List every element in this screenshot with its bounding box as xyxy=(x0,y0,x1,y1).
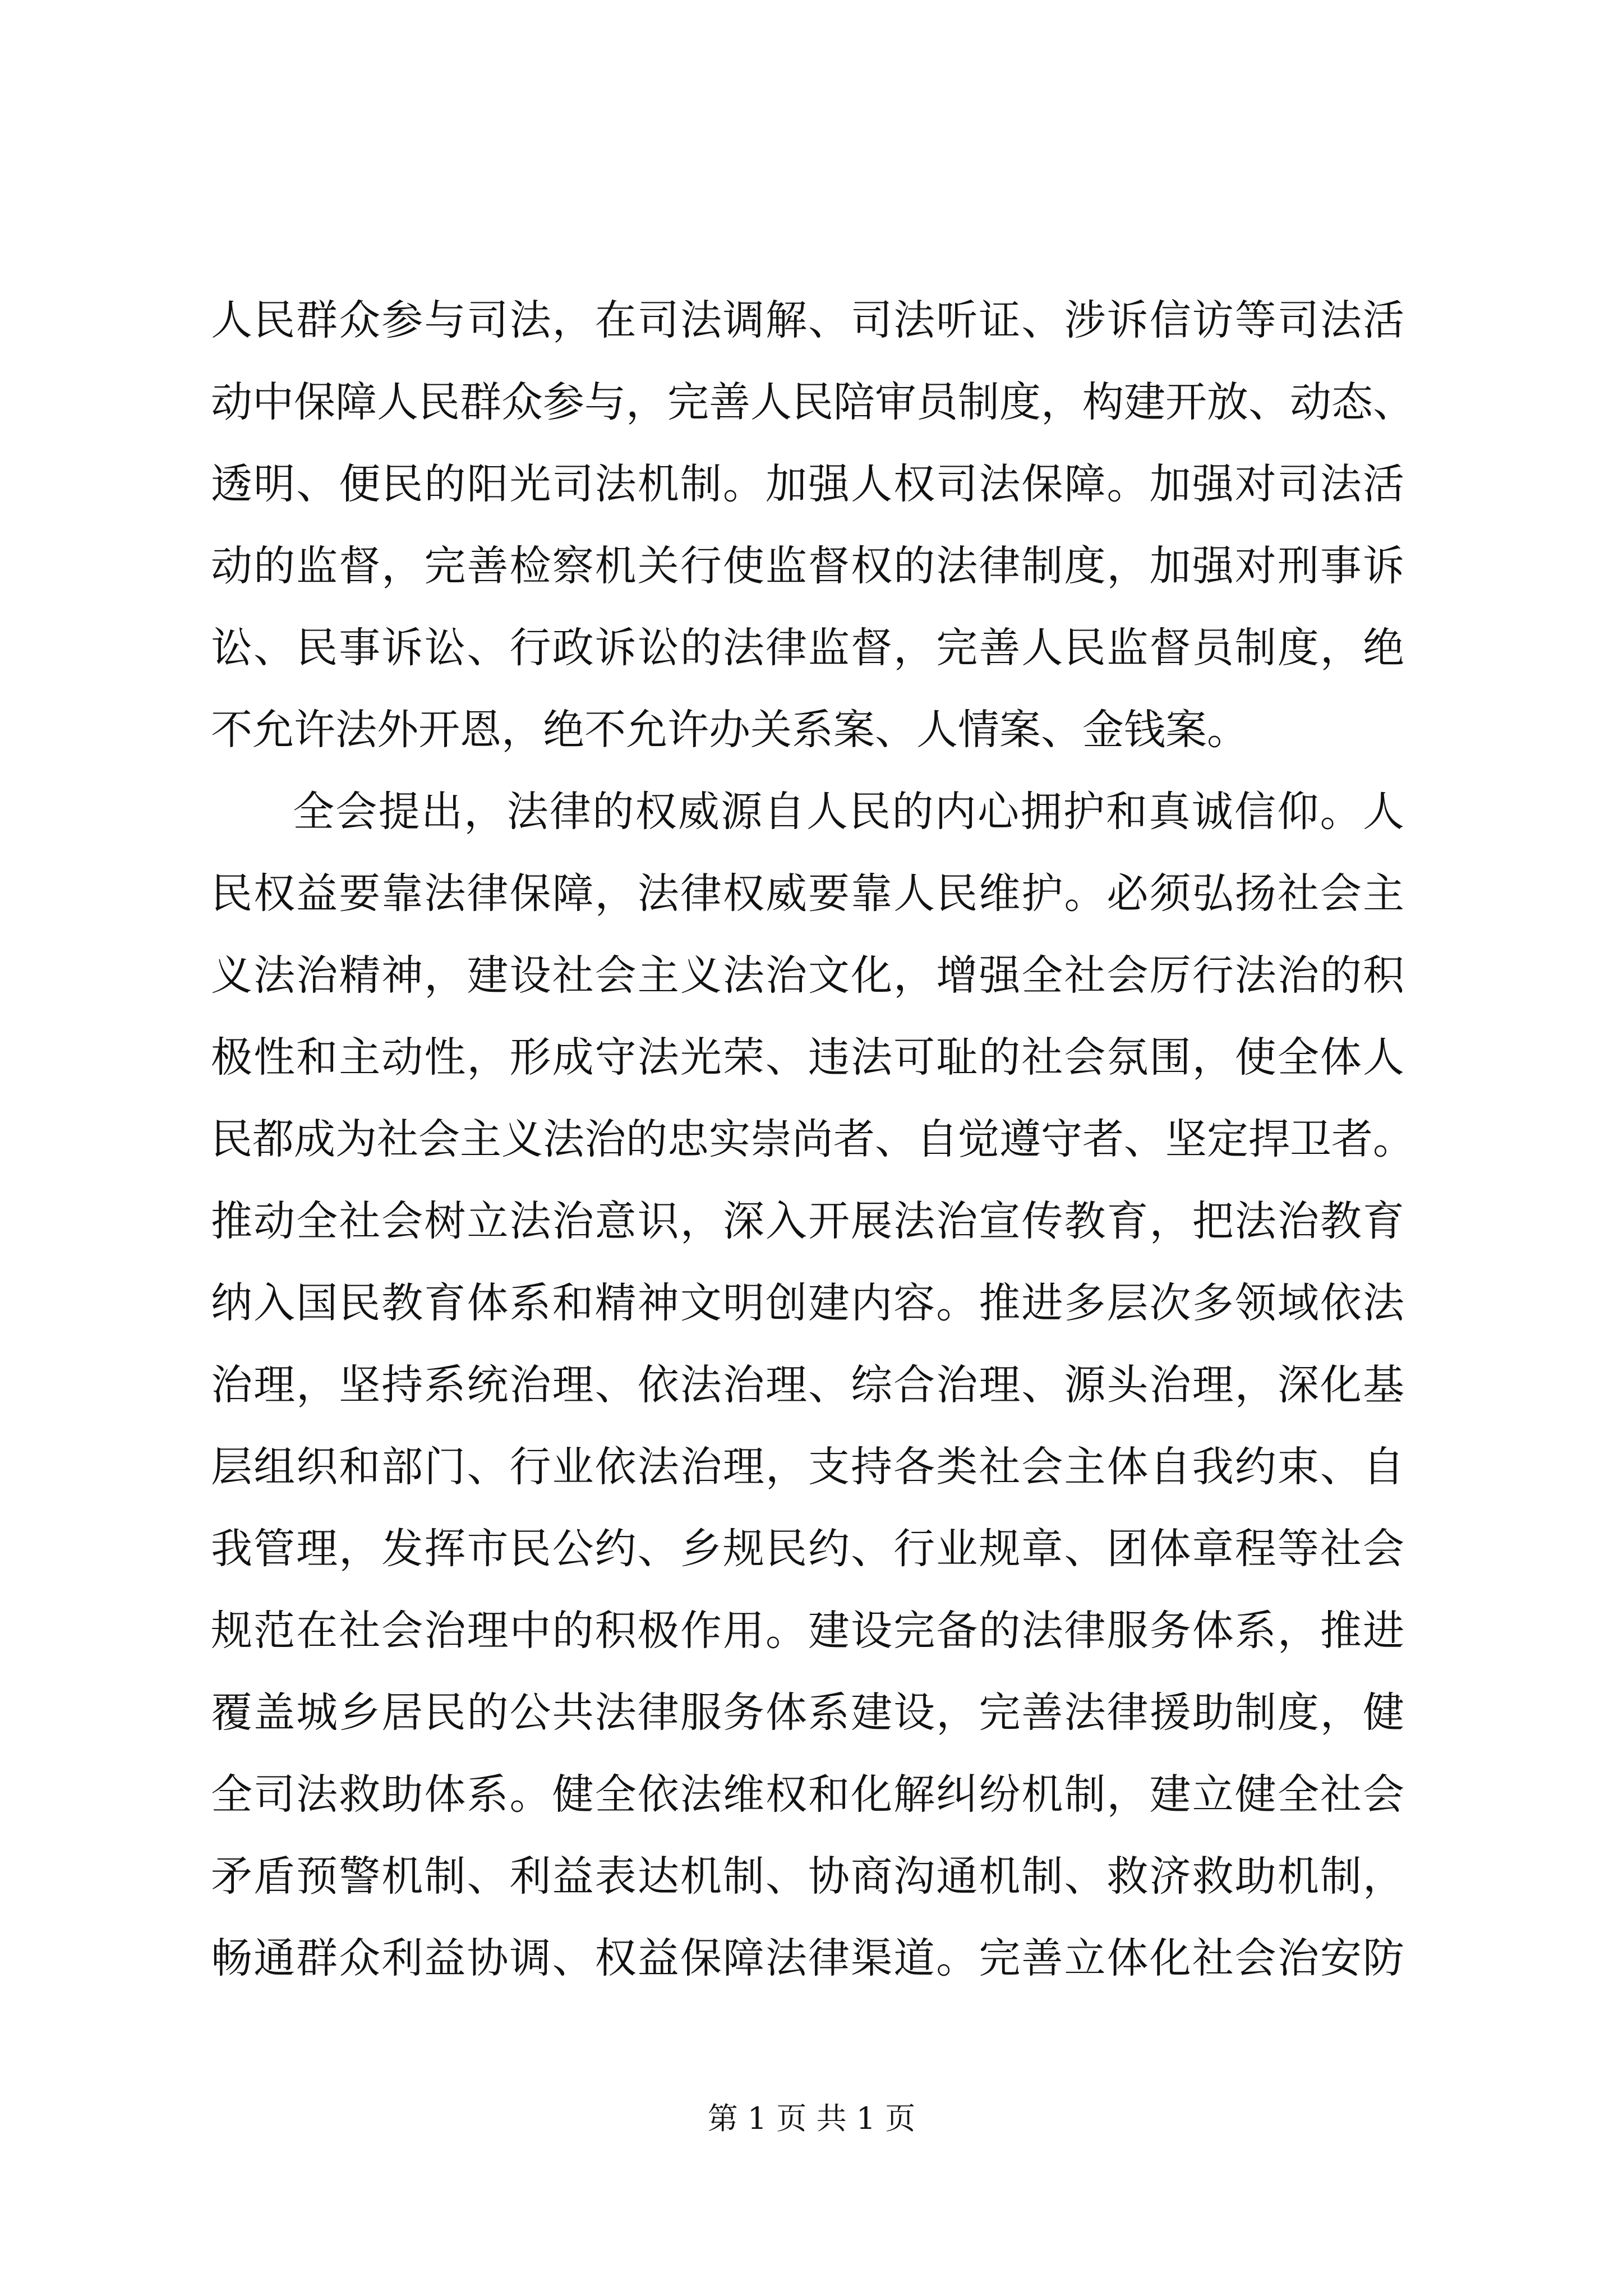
text-line: 全会提出，法律的权威源自人民的内心拥护和真诚信仰。人 xyxy=(293,788,1404,836)
text-line: 畅通群众利益协调、权益保障法律渠道。完善立体化社会治安防 xyxy=(211,1934,1404,1982)
text-line: 纳入国民教育体系和精神文明创建内容。推进多层次多领域依法 xyxy=(211,1279,1404,1327)
text-line: 人民群众参与司法，在司法调解、司法听证、涉诉信访等司法活 xyxy=(211,296,1404,344)
text-line: 动的监督，完善检察机关行使监督权的法律制度，加强对刑事诉 xyxy=(211,542,1404,590)
text-line: 全司法救助体系。健全依法维权和化解纠纷机制，建立健全社会 xyxy=(211,1770,1404,1819)
page-footer xyxy=(0,2099,1623,2138)
text-line: 层组织和部门、行业依法治理，支持各类社会主体自我约束、自 xyxy=(211,1443,1404,1491)
text-line: 覆盖城乡居民的公共法律服务体系建设，完善法律援助制度，健 xyxy=(211,1688,1404,1737)
text-line: 极性和主动性，形成守法光荣、违法可耻的社会氛围，使全体人 xyxy=(211,1033,1404,1082)
text-line: 民都成为社会主义法治的忠实崇尚者、自觉遵守者、坚定捍卫者。 xyxy=(211,1115,1414,1163)
text-line: 我管理，发挥市民公约、乡规民约、行业规章、团体章程等社会 xyxy=(211,1525,1404,1573)
body-text xyxy=(211,279,1414,1999)
text-line: 治理，坚持系统治理、依法治理、综合治理、源头治理，深化基 xyxy=(211,1361,1404,1409)
text-line: 民权益要靠法律保障，法律权威要靠人民维护。必须弘扬社会主 xyxy=(211,869,1404,918)
text-line: 矛盾预警机制、利益表达机制、协商沟通机制、救济救助机制， xyxy=(211,1852,1404,1901)
text-line: 规范在社会治理中的积极作用。建设完备的法律服务体系，推进 xyxy=(211,1607,1404,1655)
text-line: 义法治精神，建设社会主义法治文化，增强全社会厉行法治的积 xyxy=(211,951,1404,1000)
text-line: 动中保障人民群众参与，完善人民陪审员制度，构建开放、动态、 xyxy=(211,378,1414,426)
text-line: 透明、便民的阳光司法机制。加强人权司法保障。加强对司法活 xyxy=(211,460,1404,508)
text-line: 讼、民事诉讼、行政诉讼的法律监督，完善人民监督员制度，绝 xyxy=(211,624,1404,672)
text-line: 推动全社会树立法治意识，深入开展法治宣传教育，把法治教育 xyxy=(211,1197,1404,1245)
page-number-label: 第 1 页 共 1 页 xyxy=(707,2101,916,2136)
text-line: 不允许法外开恩，绝不允许办关系案、人情案、金钱案。 xyxy=(211,706,1248,754)
